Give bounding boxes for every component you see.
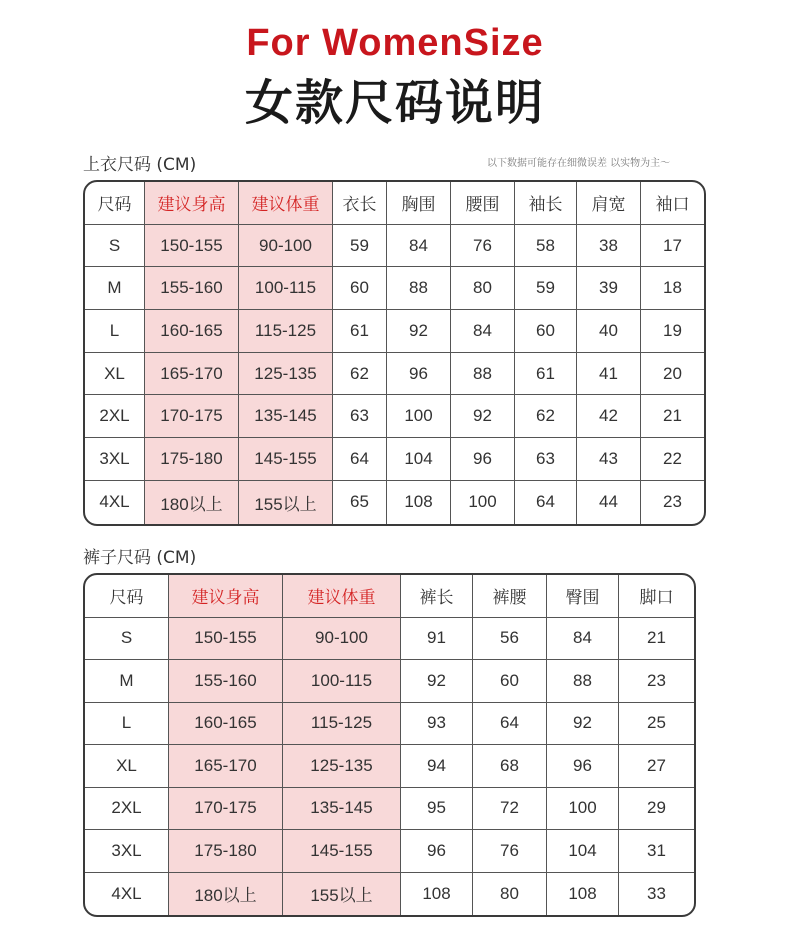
table-row xyxy=(85,618,694,661)
table-cell: 18 xyxy=(641,267,704,310)
table-cell: 91 xyxy=(401,618,473,661)
table-cell: 92 xyxy=(387,310,451,353)
table-cell: 59 xyxy=(515,267,577,310)
table-cell: 170-175 xyxy=(145,395,239,438)
table-cell: 94 xyxy=(401,745,473,788)
table-cell: 23 xyxy=(663,492,682,512)
table-cell: 115-125 xyxy=(283,703,401,746)
header-row xyxy=(85,575,694,618)
column-header: 建议身高 xyxy=(169,575,283,618)
table-cell: 108 xyxy=(547,873,619,916)
table-cell: 64 xyxy=(473,703,547,746)
table-row xyxy=(85,830,694,873)
column-header: 建议体重 xyxy=(239,182,333,225)
table-cell: 95 xyxy=(401,788,473,831)
column-header: 袖长 xyxy=(515,182,577,225)
table-cell: 135-145 xyxy=(239,395,333,438)
table-cell: 80 xyxy=(473,873,547,916)
table-cell: 23 xyxy=(619,660,694,703)
table-cell: 100 xyxy=(547,788,619,831)
table-cell: 150-155 xyxy=(169,618,283,661)
table-cell: 93 xyxy=(401,703,473,746)
table-cell: 64 xyxy=(333,438,387,481)
table-cell: 135-145 xyxy=(283,788,401,831)
table-cell: 20 xyxy=(641,353,704,396)
disclaimer-note: 以下数据可能存在细微误差 以实物为主～ xyxy=(487,158,671,169)
table-cell: 160-165 xyxy=(145,310,239,353)
table-cell: 145-155 xyxy=(239,438,333,481)
size-cell: S xyxy=(85,618,169,661)
table-cell: 108 xyxy=(401,873,473,916)
table-row xyxy=(85,873,694,916)
table-cell: 31 xyxy=(619,830,694,873)
table-cell: 21 xyxy=(641,395,704,438)
table-row xyxy=(85,225,704,268)
column-header: 建议体重 xyxy=(283,575,401,618)
table-cell: 125-135 xyxy=(239,353,333,396)
table-cell: 155-160 xyxy=(145,267,239,310)
table-row xyxy=(85,481,704,524)
title-cn: 女款尺码说明 xyxy=(244,75,545,131)
size-cell: 2XL xyxy=(85,395,145,438)
table-cell: 21 xyxy=(619,618,694,661)
table-cell: 44 xyxy=(577,481,641,524)
table-cell: 62 xyxy=(333,353,387,396)
table-cell: 58 xyxy=(515,225,577,268)
table-cell: 38 xyxy=(577,225,641,268)
table-cell: 175-180 xyxy=(169,830,283,873)
table-cell: 92 xyxy=(547,703,619,746)
table-cell: 63 xyxy=(333,395,387,438)
size-cell: 4XL xyxy=(85,873,169,916)
table-cell: 22 xyxy=(641,438,704,481)
table-cell: 88 xyxy=(387,267,451,310)
table-cell: 170-175 xyxy=(169,788,283,831)
column-header: 裤长 xyxy=(401,575,473,618)
table-row xyxy=(85,310,704,353)
table-cell: 155以上 xyxy=(239,481,333,524)
table-cell: 65 xyxy=(333,481,387,524)
table-cell: 96 xyxy=(547,745,619,788)
table-cell: 96 xyxy=(401,830,473,873)
top-section-label: 上衣尺码 (CM) xyxy=(83,155,197,175)
table-cell: 100-115 xyxy=(239,267,333,310)
table-cell: 155-160 xyxy=(169,660,283,703)
column-header: 胸围 xyxy=(387,182,451,225)
column-header: 尺码 xyxy=(85,575,169,618)
table-cell: 64 xyxy=(515,481,577,524)
table-cell: 84 xyxy=(451,310,515,353)
table-row xyxy=(85,353,704,396)
size-cell: 3XL xyxy=(85,830,169,873)
table-cell: 41 xyxy=(577,353,641,396)
table-cell: 40 xyxy=(577,310,641,353)
size-cell: M xyxy=(85,267,145,310)
size-cell: M xyxy=(85,660,169,703)
bottom-size-table xyxy=(83,573,696,917)
table-cell: 96 xyxy=(387,353,451,396)
table-cell: 108 xyxy=(387,481,451,524)
table-cell: 61 xyxy=(333,310,387,353)
table-cell: 72 xyxy=(473,788,547,831)
table-cell: 39 xyxy=(577,267,641,310)
table-cell: 125-135 xyxy=(283,745,401,788)
table-cell: 43 xyxy=(577,438,641,481)
size-cell: XL xyxy=(85,353,145,396)
table-row xyxy=(85,703,694,746)
table-cell: 29 xyxy=(619,788,694,831)
column-header: 脚口 xyxy=(619,575,694,618)
table-row xyxy=(85,745,694,788)
size-cell: L xyxy=(85,703,169,746)
table-cell: 84 xyxy=(387,225,451,268)
table-cell: 92 xyxy=(451,395,515,438)
column-header: 腰围 xyxy=(451,182,515,225)
table-row xyxy=(85,267,704,310)
table-cell: 180以上 xyxy=(169,873,283,916)
table-cell: 104 xyxy=(387,438,451,481)
size-cell: L xyxy=(85,310,145,353)
table-cell: 96 xyxy=(451,438,515,481)
table-cell: 27 xyxy=(619,745,694,788)
bottom-section-label: 裤子尺码 (CM) xyxy=(83,548,197,568)
table-cell: 104 xyxy=(547,830,619,873)
table-row xyxy=(85,395,704,438)
column-header: 臀围 xyxy=(547,575,619,618)
size-cell: S xyxy=(85,225,145,268)
table-cell: 62 xyxy=(515,395,577,438)
column-header: 裤腰 xyxy=(473,575,547,618)
table-cell: 17 xyxy=(641,225,704,268)
column-header: 袖口 xyxy=(641,182,704,225)
table-cell: 92 xyxy=(401,660,473,703)
table-cell: 165-170 xyxy=(145,353,239,396)
table-row xyxy=(85,788,694,831)
column-header: 建议身高 xyxy=(145,182,239,225)
table-cell: 90-100 xyxy=(239,225,333,268)
table-cell: 76 xyxy=(451,225,515,268)
table-cell: 61 xyxy=(515,353,577,396)
table-cell: 100-115 xyxy=(283,660,401,703)
table-cell: 115-125 xyxy=(239,310,333,353)
table-cell: 150-155 xyxy=(145,225,239,268)
table-cell: 100 xyxy=(387,395,451,438)
table-cell: 88 xyxy=(451,353,515,396)
table-cell: 90-100 xyxy=(283,618,401,661)
column-header: 衣长 xyxy=(333,182,387,225)
table-cell: 160-165 xyxy=(169,703,283,746)
table-cell: 60 xyxy=(473,660,547,703)
table-cell: 60 xyxy=(515,310,577,353)
table-cell: 180以上 xyxy=(145,481,239,524)
table-cell: 88 xyxy=(547,660,619,703)
title-en: For WomenSize xyxy=(246,22,544,64)
table-cell: 33 xyxy=(647,883,666,903)
table-cell: 42 xyxy=(577,395,641,438)
size-cell: 2XL xyxy=(85,788,169,831)
table-cell: 68 xyxy=(473,745,547,788)
table-cell: 165-170 xyxy=(169,745,283,788)
table-cell: 25 xyxy=(619,703,694,746)
top-size-table xyxy=(83,180,706,526)
table-cell: 80 xyxy=(451,267,515,310)
column-header: 肩宽 xyxy=(577,182,641,225)
table-cell: 59 xyxy=(333,225,387,268)
table-cell: 60 xyxy=(333,267,387,310)
table-row xyxy=(85,438,704,481)
table-cell: 63 xyxy=(515,438,577,481)
table-cell: 76 xyxy=(473,830,547,873)
size-cell: 3XL xyxy=(85,438,145,481)
table-cell: 56 xyxy=(473,618,547,661)
header-row xyxy=(85,182,704,225)
column-header: 尺码 xyxy=(85,182,145,225)
table-cell: 19 xyxy=(641,310,704,353)
table-cell: 175-180 xyxy=(145,438,239,481)
table-row xyxy=(85,660,694,703)
size-cell: 4XL xyxy=(85,481,145,524)
table-cell: 155以上 xyxy=(283,873,401,916)
table-cell: 145-155 xyxy=(283,830,401,873)
table-cell: 100 xyxy=(451,481,515,524)
table-cell: 84 xyxy=(547,618,619,661)
size-cell: XL xyxy=(85,745,169,788)
